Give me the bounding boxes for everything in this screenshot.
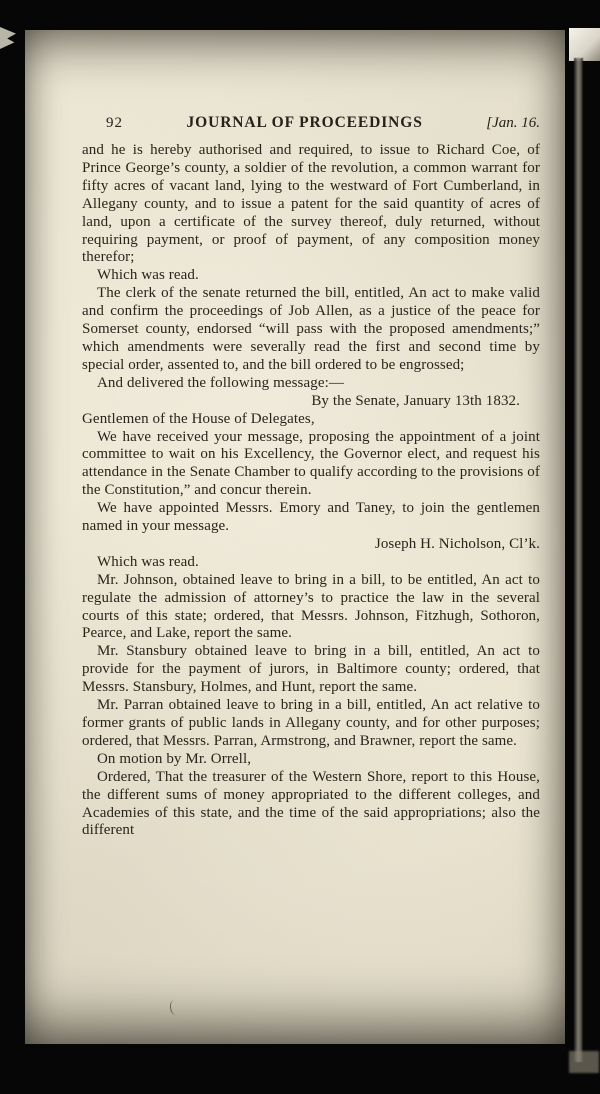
paragraph: By the Senate, January 13th 1832.: [311, 392, 520, 409]
header-date: [Jan. 16.: [486, 115, 540, 131]
paragraph: On motion by Mr. Orrell,: [97, 750, 252, 767]
page-header: [82, 114, 540, 132]
paragraph: Which was read.: [97, 553, 199, 570]
page-body: [82, 142, 540, 840]
paragraph: Ordered, That the treasurer of the Western Shore, report to this House, the different sums of money appropriated to the different colleges, and Academies of this state, and the time of the said appropriations; also the different: [82, 768, 540, 839]
page-corner-mark: [0, 27, 16, 49]
page-number: 92: [106, 115, 123, 131]
paragraph: Mr. Johnson, obtained leave to bring in a bill, to be entitled, An act to regulate the admission of attorney’s to practice the law in the several courts of this state; ordered, that Messrs. Johnson, Fitzhugh, Sothoron, Pearce, and Lake, report the same.: [82, 571, 540, 642]
paragraph: And delivered the following message:—: [97, 374, 344, 391]
paragraph: Mr. Stansbury obtained leave to bring in a bill, entitled, An act to provide for the payment of jurors, in Baltimore county; ordered, that Messrs. Stansbury, Holmes, and Hunt, report the same.: [82, 643, 540, 696]
adjacent-page-corner-bottom: [569, 1051, 599, 1073]
paragraph: We have received your message, proposing the appointment of a joint committee to wait on his Excellency, the Governor elect, and request his attendance in the Senate Chamber to qualify according to the provisions of the Constitution,” and concur therein.: [82, 428, 540, 499]
paragraph: Gentlemen of the House of Delegates,: [82, 410, 315, 427]
document-page: [25, 30, 565, 1044]
adjacent-page-edge: [574, 58, 583, 1062]
paragraph: The clerk of the senate returned the bill, entitled, An act to make valid and confirm the proceedings of Job Allen, as a justice of the peace for Somerset county, endorsed “will pass with the proposed amendments;” which amendments were severally read the first and second time by special order, assented to, and the bill ordered to be engrossed;: [82, 285, 540, 373]
paragraph: Joseph H. Nicholson, Cl’k.: [374, 535, 540, 552]
page-content: [82, 30, 540, 840]
adjacent-page-corner-top: [569, 28, 600, 61]
paragraph: and he is hereby authorised and required, to issue to Richard Coe, of Prince George’s county, a soldier of the revolution, a common warrant for fifty acres of vacant land, lying to the westward of Fort Cumberland, in Allegany county, and to issue a patent for the said quantity of acres of land, upon a certificate of the survey thereof, duly returned, without requiring payment, or proof of payment, of any composition money therefor;: [82, 142, 540, 266]
journal-title: JOURNAL OF PROCEEDINGS: [186, 114, 423, 131]
paragraph: We have appointed Messrs. Emory and Taney, to join the gentlemen named in your message.: [82, 500, 540, 535]
paragraph: Which was read.: [97, 267, 199, 284]
paragraph: Mr. Parran obtained leave to bring in a bill, entitled, An act relative to former grants of public lands in Allegany county, and for other purposes; ordered, that Messrs. Parran, Armstrong, and Brawner, report the same.: [82, 697, 540, 749]
